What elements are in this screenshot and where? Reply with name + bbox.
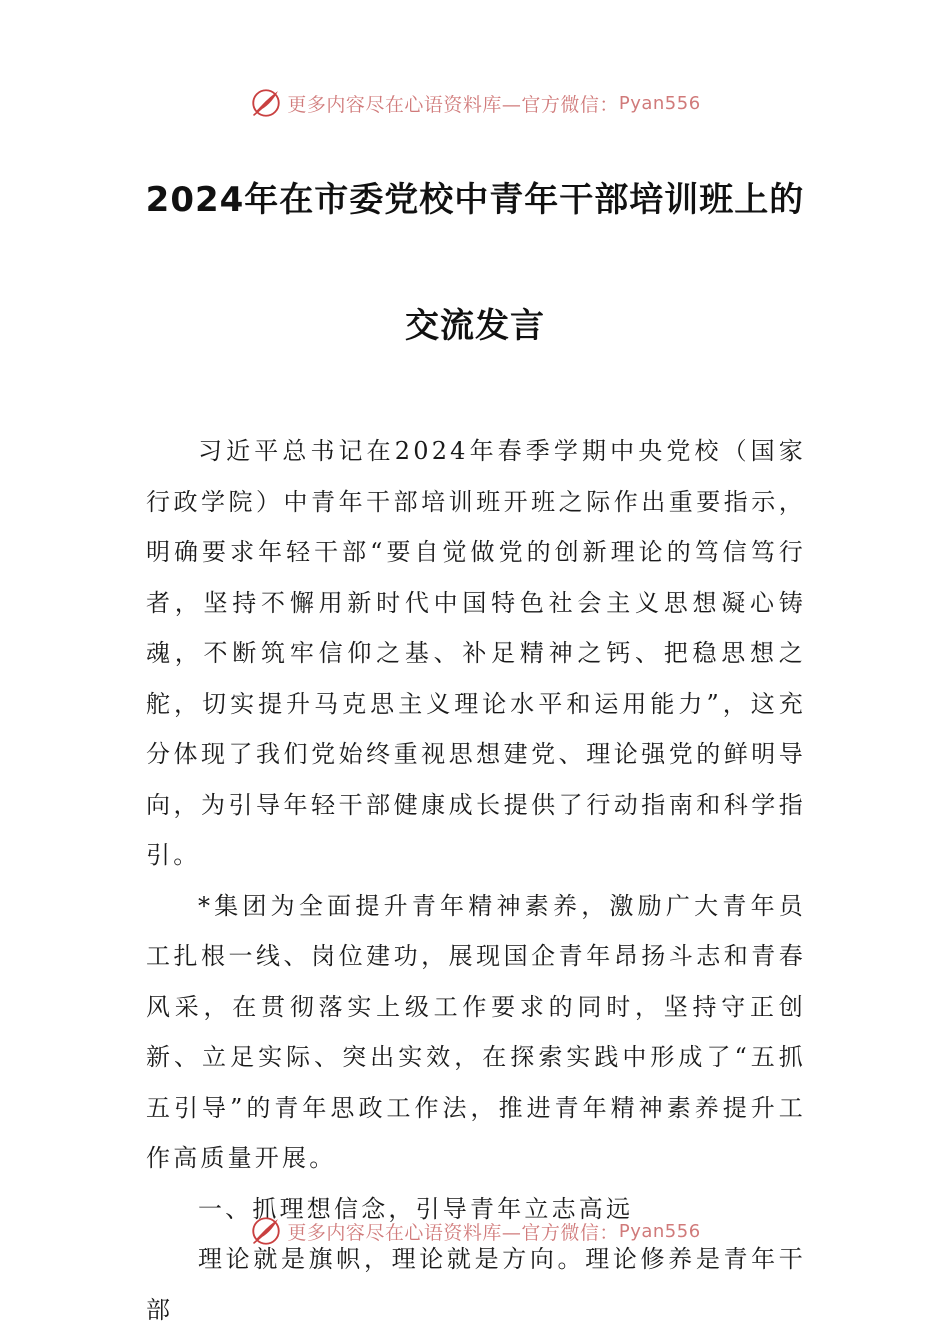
document-title-line-2: 交流发言 [405,306,545,346]
watermark-site-text: 更多内容尽在心语资料库—官方微信： [287,1221,619,1244]
watermark-site-text: 更多内容尽在心语资料库—官方微信： [287,93,619,116]
footer-watermark [0,1211,950,1251]
section-heading-1: 一、抓理想信念，引导青年立志高远 [198,1194,634,1223]
quill-pen-logo-icon [249,86,283,120]
header-watermark [0,83,950,123]
document-body [146,426,806,1335]
quill-pen-logo-icon [249,1214,283,1248]
paragraph-intro: 习近平总书记在2024年春季学期中央党校（国家行政学院）中青年干部培训班开班之际作出重要指示，明确要求年轻干部“要自觉做党的创新理论的笃信笃行者，坚持不懈用新时代中国特色社会主义思想凝心铸魂，不断筑牢信仰之基、补足精神之钙、把稳思想之舵，切实提升马克思主义理论水平和运用能力”，这充分体现了我们党始终重视思想建党、理论强党的鲜明导向，为引导年轻干部健康成长提供了行动指南和科学指引。 [146,437,806,869]
paragraph-group-summary: *集团为全面提升青年精神素养，激励广大青年员工扎根一线、岗位建功，展现国企青年昂扬斗志和青春风采，在贯彻落实上级工作要求的同时，坚持守正创新、立足实际、突出实效，在探索实践中形成了“五抓五引导”的青年思政工作法，推进青年精神素养提升工作高质量开展。 [146,891,806,1172]
watermark-wechat-id: Pyan556 [618,1220,701,1242]
watermark-wechat-id: Pyan556 [618,92,701,114]
document-title-line-1: 2024年在市委党校中青年干部培训班上的 [145,180,805,220]
paragraph-section-1: 理论就是旗帜，理论就是方向。理论修养是青年干部 [146,1245,806,1324]
